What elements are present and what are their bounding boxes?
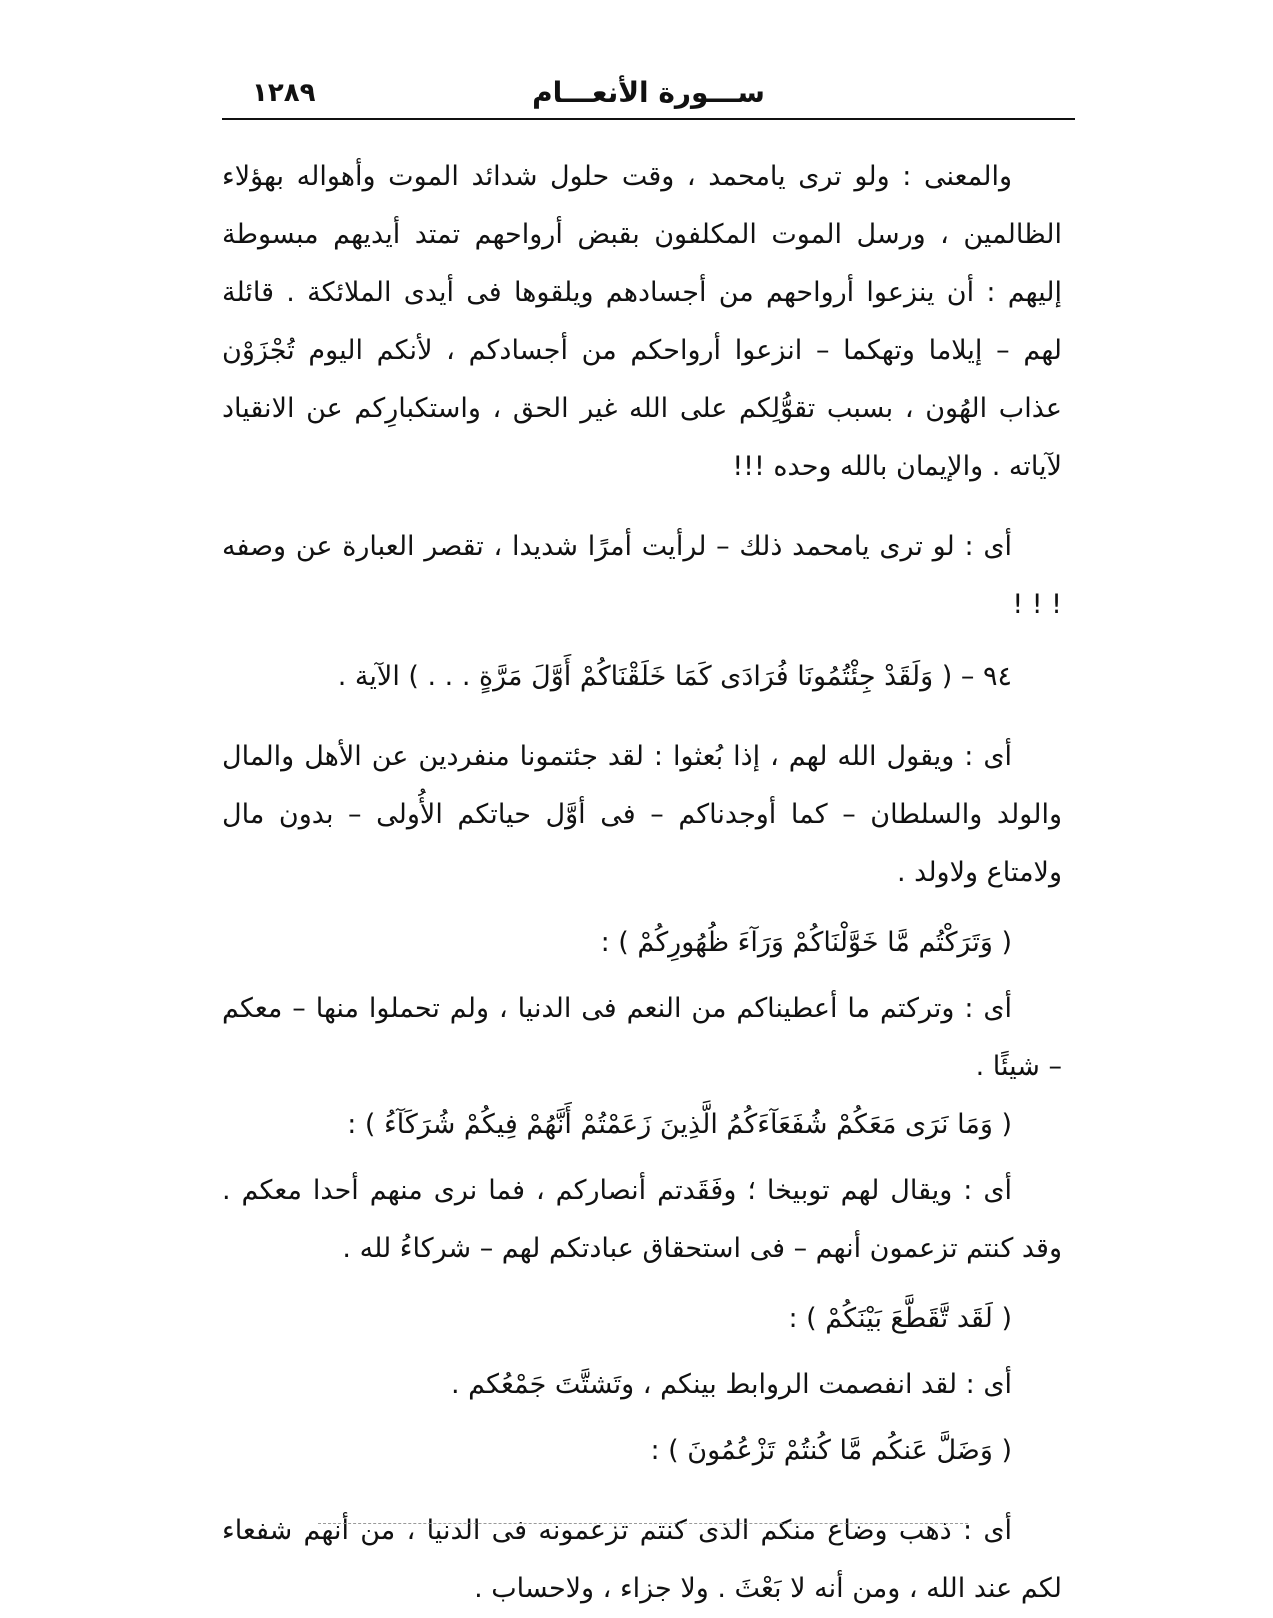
- paragraph: أى : وتركتم ما أعطيناكم من النعم فى الدنيا ، ولم تحملوا منها – معكم – شيئًا .: [222, 993, 1062, 1082]
- quran-verse: ( وَتَرَكْتُم مَّا خَوَّلْنَاكُمْ وَرَآءَ ظُهُورِكُمْ ) :: [600, 927, 1012, 958]
- quran-verse: ٩٤ – ( وَلَقَدْ جِئْتُمُونَا فُرَادَى كَمَا خَلَقْنَاكُمْ أَوَّلَ مَرَّةٍ . . . ) الآية .: [337, 661, 1012, 692]
- paragraph: أى : ويقول الله لهم ، إذا بُعثوا : لقد جئتمونا منفردين عن الأهل والمال والولد والسلطان – كما أوجدناكم – فى أوَّل حياتكم الأُولى – بدون مال ولامتاع ولاولد .: [222, 741, 1062, 888]
- page-header: [222, 70, 1075, 116]
- quran-verse: ( وَضَلَّ عَنكُم مَّا كُنتُمْ تَزْعُمُونَ ) :: [650, 1435, 1012, 1466]
- quran-verse: ( لَقَد تَّقَطَّعَ بَيْنَكُمْ ) :: [788, 1303, 1012, 1334]
- paragraph: والمعنى : ولو ترى يامحمد ، وقت حلول شدائد الموت وأهواله بهؤلاء الظالمين ، ورسل الموت المكلفون بقبض أرواحهم تمتد أيديهم مبسوطة إليهم : أن ينزعوا أرواحهم من أجسادهم ويلقوها فى أيدى الملائكة . قائلة لهم – إيلاما وتهكما – انزعوا أرواحكم من أجسادكم ، لأنكم اليوم تُجْزَوْن عذاب الهُون ، بسبب تقوُّلِكم على الله غير الحق ، واستكبارِكم عن الانقياد لآياته . والإيمان بالله وحده !!!: [222, 161, 1062, 482]
- surah-title: ســـورة الأنعـــام: [532, 76, 765, 109]
- page-number: ١٢٨٩: [252, 78, 316, 108]
- paragraph: أى : لو ترى يامحمد ذلك – لرأيت أمرًا شديدا ، تقصر العبارة عن وصفه ! ! !: [222, 531, 1062, 620]
- paragraph: أى : ويقال لهم توبيخا ؛ وفَقَدتم أنصاركم ، فما نرى منهم أحدا معكم . وقد كنتم تزعمون أنهم – فى استحقاق عبادتكم لهم – شركاءُ لله .: [222, 1175, 1062, 1264]
- paragraph: أى : ذهب وضاع منكم الذى كنتم تزعمونه فى الدنيا ، من أنهم شفعاء لكم عند الله ، ومن أنه لا بَعْثَ . ولا جزاء ، ولاحساب .: [222, 1515, 1062, 1604]
- quran-verse: ( وَمَا نَرَى مَعَكُمْ شُفَعَآءَكُمُ الَّذِينَ زَعَمْتُمْ أَنَّهُمْ فِيكُمْ شُرَكَآءُ ) :: [347, 1109, 1012, 1140]
- page-body: [222, 148, 1062, 1618]
- footer-divider: [318, 1523, 968, 1524]
- header-divider: [222, 118, 1075, 120]
- paragraph: أى : لقد انفصمت الروابط بينكم ، وتَشتَّتَ جَمْعُكم .: [450, 1369, 1012, 1400]
